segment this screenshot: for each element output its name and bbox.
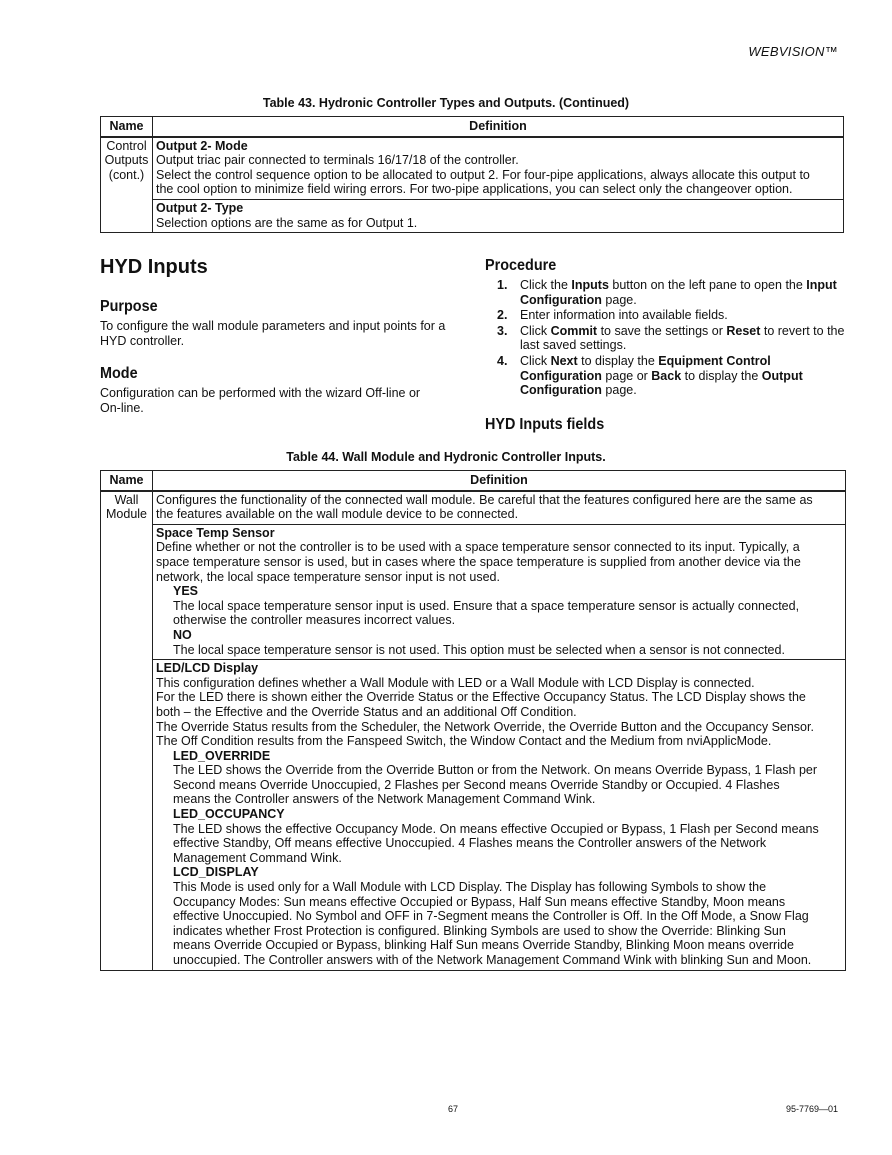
table-43-header-definition: Definition xyxy=(153,117,844,137)
step-text: Output Configuration xyxy=(520,368,803,398)
table-43-row-name xyxy=(101,137,153,233)
procedure-heading: Procedure xyxy=(485,257,557,274)
definition-line: The LED shows the effective Occupancy Mode. On means effective Occupied or Bypass, 1 Flash per Second means xyxy=(173,821,819,836)
mode-text xyxy=(100,386,420,416)
definition-line: The LED shows the Override from the Override Button or from the Network. On means Override Bypass, 1 Flash per xyxy=(173,763,818,778)
step-text: Enter information into available fields. xyxy=(520,308,728,323)
definition-line: both – the Effective and the Override Status and an additional Off Condition. xyxy=(156,704,577,719)
step-text: to revert to the last saved settings. xyxy=(520,323,845,353)
name-line: (cont.) xyxy=(108,167,145,182)
step-text: page or xyxy=(601,368,652,383)
step-text: Click the xyxy=(520,278,572,292)
table-43 xyxy=(100,116,844,233)
text-line: On-line. xyxy=(100,401,144,415)
wall-module-intro-cell xyxy=(153,491,846,525)
table-44-row-name xyxy=(101,491,153,971)
definition-line: Configures the functionality of the connected wall module. Be careful that the features configured here are the same as xyxy=(156,492,813,507)
output-2-mode-cell xyxy=(153,137,844,200)
procedure-step xyxy=(485,324,847,353)
definition-line: This configuration defines whether a Wall Module with LED or a Wall Module with LCD Display is connected. xyxy=(156,675,755,690)
step-number: 4. xyxy=(497,353,508,368)
option-led-override-label: LED_OVERRIDE xyxy=(173,748,271,763)
definition-line: effective Unoccupied. No Symbol and OFF in 7-Segment means the Controller is Off. In the Off Mode, a Snow Flag xyxy=(173,909,809,924)
output-2-type-cell xyxy=(153,199,844,232)
step-number: 3. xyxy=(497,323,508,338)
definition-line: Define whether or not the controller is to be used with a space temperature sensor connected to its input. Typically, a xyxy=(156,540,800,555)
definition-line: unoccupied. The Controller answers with of the Network Management Command Wink with blinking Sun and Moon. xyxy=(173,953,812,967)
procedure-step xyxy=(485,308,847,323)
step-text: to save the settings or xyxy=(597,323,727,338)
step-text: Back xyxy=(651,368,682,383)
step-text: to display the xyxy=(681,368,762,383)
table-43-caption: Table 43. Hydronic Controller Types and Outputs. (Continued) xyxy=(262,96,630,110)
definition-line: Second means Override Unoccupied, 2 Flashes per Second means Override Standby or Occupied. 4 Flashes xyxy=(173,777,780,792)
step-text: Reset xyxy=(726,323,761,338)
text-line: To configure the wall module parameters and input points for a xyxy=(100,319,446,333)
output-2-mode-title: Output 2- Mode xyxy=(156,138,248,153)
purpose-heading: Purpose xyxy=(100,298,158,315)
definition-line: The local space temperature sensor is not used. This option must be selected when a sensor is not connected. xyxy=(173,642,785,657)
section-title: HYD Inputs xyxy=(100,256,208,278)
definition-line: Select the control sequence option to be allocated to output 2. For four-pipe applications, always allocate this output to xyxy=(156,167,810,182)
name-line: Control xyxy=(106,138,147,153)
table-44-caption: Table 44. Wall Module and Hydronic Controller Inputs. xyxy=(286,450,606,464)
step-text: Click xyxy=(520,323,551,338)
step-text: Click xyxy=(520,353,551,368)
table-44 xyxy=(100,470,846,971)
definition-line: indicates whether Frost Protection is configured. Blinking Symbols are used to show the Override: Blinking Sun xyxy=(173,923,786,938)
step-text: Equipment Control Configuration xyxy=(520,353,771,383)
running-header-brand: WEBVISION™ xyxy=(748,44,838,59)
page-number: 67 xyxy=(448,1104,459,1114)
definition-line: Selection options are the same as for Output 1. xyxy=(156,215,418,230)
definition-line: For the LED there is shown either the Override Status or the Effective Occupancy Status. The LCD Display shows the xyxy=(156,690,806,705)
step-text: to display the xyxy=(577,353,659,368)
table-44-header-definition: Definition xyxy=(153,471,846,491)
space-temp-sensor-cell xyxy=(153,524,846,659)
procedure-step xyxy=(485,354,847,398)
step-text: page. xyxy=(601,383,637,398)
option-no-label: NO xyxy=(173,627,192,642)
name-line: Module xyxy=(106,507,147,522)
name-line: Outputs xyxy=(104,153,149,168)
option-lcd-display-label: LCD_DISPLAY xyxy=(173,865,259,880)
mode-heading: Mode xyxy=(100,365,138,382)
step-number: 2. xyxy=(497,308,508,323)
step-text: Inputs xyxy=(571,278,609,292)
step-number: 1. xyxy=(497,278,508,292)
output-2-type-title: Output 2- Type xyxy=(156,200,244,215)
procedure-steps xyxy=(485,278,847,399)
table-43-header-name: Name xyxy=(101,117,153,137)
definition-line: space temperature sensor is used, but in cases where the space temperature is supplied from another device via the xyxy=(156,554,801,569)
step-text: Next xyxy=(550,353,578,368)
definition-line: effective Standby, Off means effective Unoccupied. 4 Flashes means the Controller answers of the Network xyxy=(173,836,767,851)
definition-line: The Off Condition results from the Fanspeed Switch, the Window Contact and the Medium from nviApplicMode. xyxy=(156,734,772,749)
table-44-header-name: Name xyxy=(101,471,153,491)
text-line: HYD controller. xyxy=(100,334,185,348)
definition-line: This Mode is used only for a Wall Module with LCD Display. The Display has following Symbols to show the xyxy=(173,880,767,895)
definition-line: network, the local space temperature sensor input is not used. xyxy=(156,569,500,584)
step-text: Commit xyxy=(550,323,598,338)
definition-line: means Override Occupied or Bypass, blinking Half Sun means Override Standby, Blinking Moon means override xyxy=(173,938,794,953)
inputs-fields-heading: HYD Inputs fields xyxy=(485,416,605,433)
space-temp-sensor-title: Space Temp Sensor xyxy=(156,525,275,540)
step-text: button on the left pane to open the xyxy=(608,278,807,292)
definition-line: otherwise the controller measures incorrect values. xyxy=(173,613,456,628)
led-lcd-display-cell xyxy=(153,660,846,970)
definition-line: Occupancy Modes: Sun means effective Occupied or Bypass, Half Sun means effective Standby, Moon means xyxy=(173,894,786,909)
option-led-occupancy-label: LED_OCCUPANCY xyxy=(173,807,285,822)
text-line: Configuration can be performed with the wizard Off-line or xyxy=(100,386,421,400)
definition-line: means the Controller answers of the Network Management Command Wink. xyxy=(173,792,596,807)
purpose-text xyxy=(100,319,445,349)
procedure-step xyxy=(485,278,847,307)
option-yes-label: YES xyxy=(173,584,199,599)
definition-line: the features available on the wall module device to be connected. xyxy=(156,507,519,522)
definition-line: The local space temperature sensor input is used. Ensure that a space temperature sensor is actually connected, xyxy=(173,598,800,613)
definition-line: Management Command Wink. xyxy=(173,850,342,865)
definition-line: Output triac pair connected to terminals 16/17/18 of the controller. xyxy=(156,153,519,168)
document-number: 95-7769—01 xyxy=(785,1104,838,1114)
led-lcd-display-title: LED/LCD Display xyxy=(156,661,259,676)
definition-line: the cool option to minimize field wiring errors. For two-pipe applications, you can select only the changeover option. xyxy=(156,182,793,197)
definition-line: The Override Status results from the Scheduler, the Network Override, the Override Button and the Occupancy Sensor. xyxy=(156,719,814,734)
step-text: Input Configuration xyxy=(520,278,837,307)
step-text: page. xyxy=(601,292,637,307)
name-line: Wall xyxy=(114,492,139,507)
